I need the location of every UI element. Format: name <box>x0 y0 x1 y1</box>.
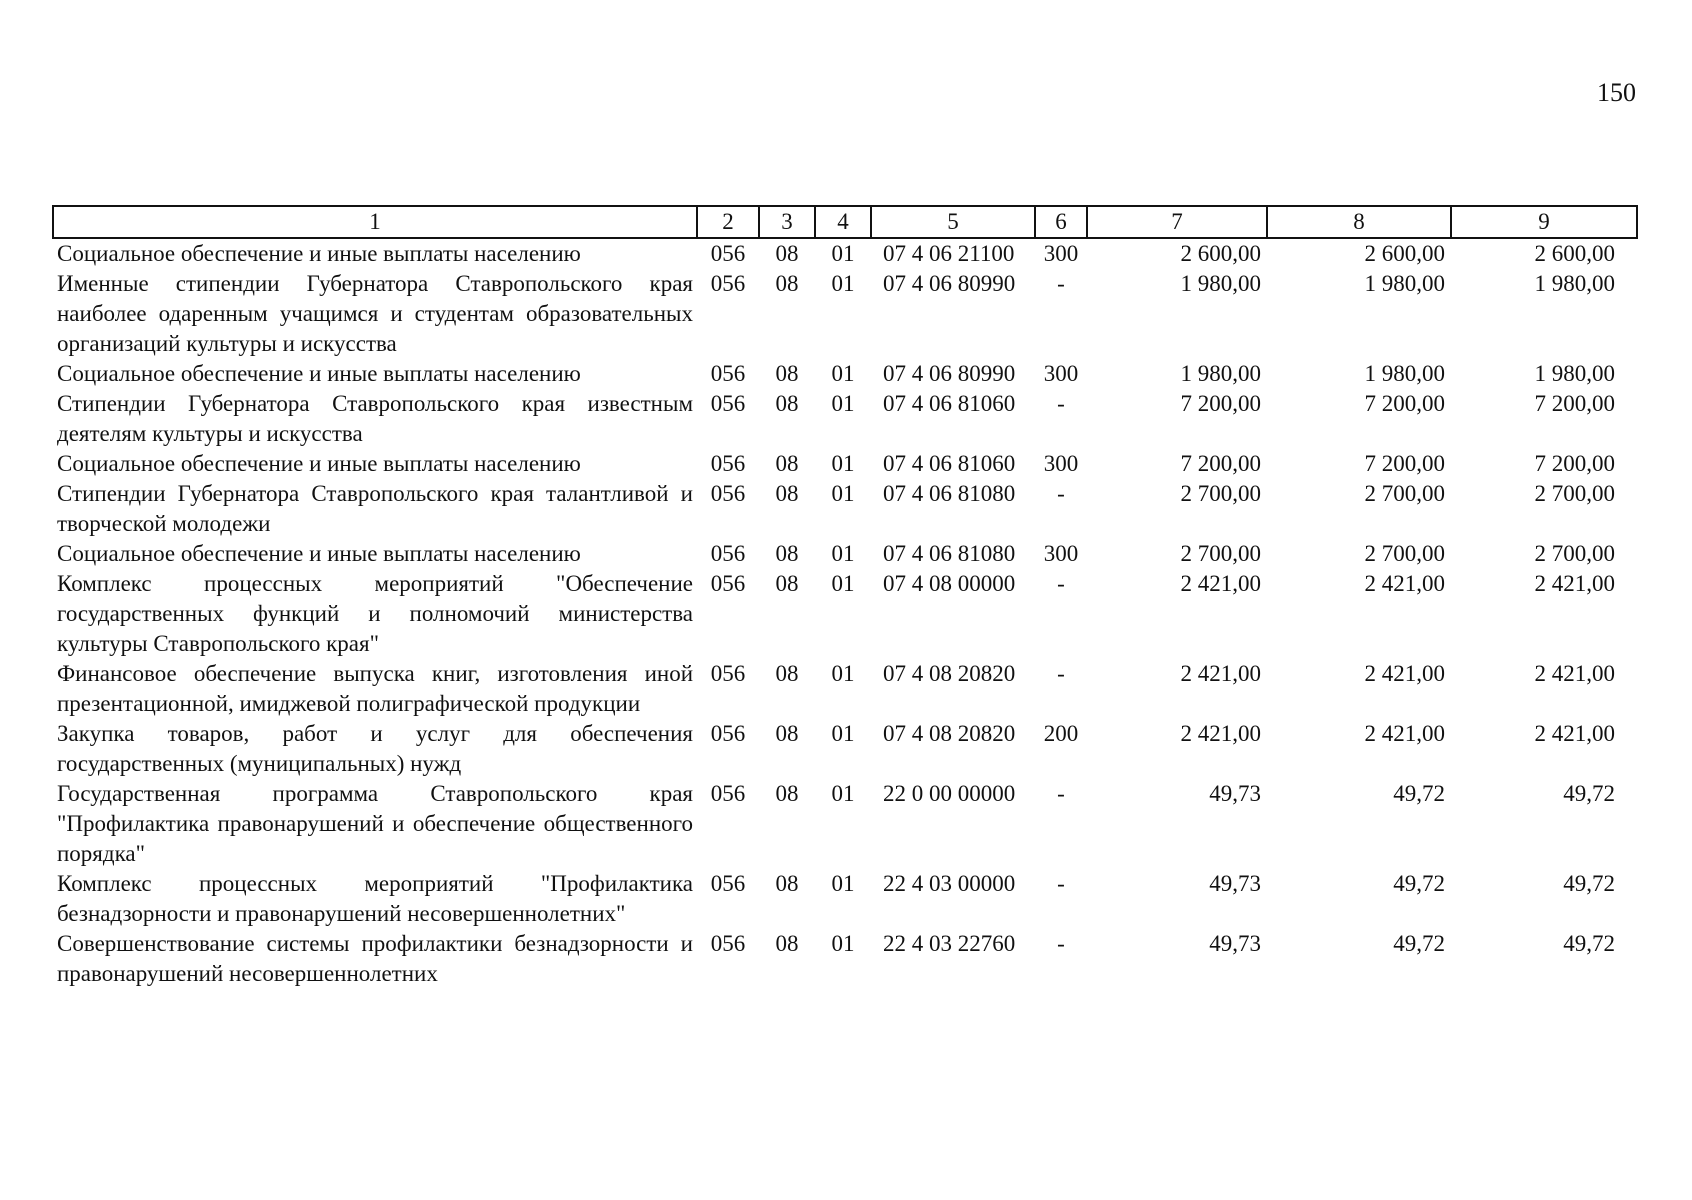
row-amount-col7: 7 200,00 <box>1180 451 1261 476</box>
row-ministry-code: 056 <box>710 481 746 506</box>
header-col-3: 3 <box>759 206 815 238</box>
row-ministry-code: 056 <box>710 871 746 896</box>
table-body <box>53 238 1637 989</box>
row-ministry-code: 056 <box>710 391 746 416</box>
header-row <box>53 206 1637 238</box>
row-amount-col8: 2 700,00 <box>1364 541 1445 566</box>
row-subsection-code: 01 <box>831 391 855 416</box>
row-name: Стипендии Губернатора Ставропольского края талантливой и творческой молодежи <box>57 481 693 536</box>
row-name: Закупка товаров, работ и услуг для обеспечения государственных (муниципальных) нужд <box>57 721 693 776</box>
row-amount-col8: 49,72 <box>1393 931 1445 956</box>
row-expense-type: 300 <box>1043 361 1079 386</box>
row-name: Именные стипендии Губернатора Ставропольского края наиболее одаренным учащимся и студентам образовательных организаций культуры и искусства <box>57 271 693 356</box>
row-subsection-code: 01 <box>831 541 855 566</box>
row-expense-type: 300 <box>1043 451 1079 476</box>
row-subsection-code: 01 <box>831 241 855 266</box>
table-row <box>53 269 1637 359</box>
row-amount-col7: 1 980,00 <box>1180 361 1261 386</box>
row-subsection-code: 01 <box>831 721 855 746</box>
row-target-code: 07 4 06 21100 <box>883 241 1015 266</box>
row-amount-col9: 1 980,00 <box>1534 361 1615 386</box>
table-row <box>53 449 1637 479</box>
row-amount-col9: 2 421,00 <box>1534 571 1615 596</box>
row-amount-col7: 2 600,00 <box>1180 241 1261 266</box>
row-section-code: 08 <box>775 781 799 806</box>
row-expense-type: - <box>1057 571 1065 596</box>
row-target-code: 07 4 08 00000 <box>883 571 1016 596</box>
row-expense-type: - <box>1057 271 1065 296</box>
row-ministry-code: 056 <box>710 781 746 806</box>
row-amount-col8: 2 421,00 <box>1364 721 1445 746</box>
table-row <box>53 659 1637 719</box>
row-expense-type: - <box>1057 481 1065 506</box>
row-section-code: 08 <box>775 361 799 386</box>
row-ministry-code: 056 <box>710 721 746 746</box>
row-amount-col8: 7 200,00 <box>1364 391 1445 416</box>
row-ministry-code: 056 <box>710 271 746 296</box>
row-amount-col8: 49,72 <box>1393 871 1445 896</box>
row-section-code: 08 <box>775 451 799 476</box>
row-ministry-code: 056 <box>710 541 746 566</box>
row-ministry-code: 056 <box>710 661 746 686</box>
row-ministry-code: 056 <box>710 571 746 596</box>
row-name: Социальное обеспечение и иные выплаты населению <box>57 541 581 566</box>
row-amount-col7: 2 421,00 <box>1180 661 1261 686</box>
row-subsection-code: 01 <box>831 361 855 386</box>
header-col-5: 5 <box>871 206 1035 238</box>
row-name: Социальное обеспечение и иные выплаты населению <box>57 241 581 266</box>
table-row <box>53 359 1637 389</box>
row-amount-col9: 2 700,00 <box>1534 541 1615 566</box>
row-amount-col8: 1 980,00 <box>1364 361 1445 386</box>
row-subsection-code: 01 <box>831 871 855 896</box>
row-section-code: 08 <box>775 661 799 686</box>
row-target-code: 22 4 03 22760 <box>883 931 1016 956</box>
row-amount-col9: 2 700,00 <box>1534 481 1615 506</box>
table-row <box>53 869 1637 929</box>
table-row <box>53 719 1637 779</box>
row-amount-col9: 49,72 <box>1563 931 1615 956</box>
row-section-code: 08 <box>775 721 799 746</box>
row-expense-type: - <box>1057 661 1065 686</box>
row-amount-col7: 49,73 <box>1209 931 1261 956</box>
row-amount-col9: 1 980,00 <box>1534 271 1615 296</box>
row-name: Социальное обеспечение и иные выплаты населению <box>57 451 581 476</box>
table-row <box>53 779 1637 869</box>
row-amount-col7: 2 421,00 <box>1180 721 1261 746</box>
row-name: Социальное обеспечение и иные выплаты населению <box>57 361 581 386</box>
row-amount-col7: 2 700,00 <box>1180 541 1261 566</box>
row-ministry-code: 056 <box>710 931 746 956</box>
row-name: Совершенствование системы профилактики безнадзорности и правонарушений несовершеннолетних <box>57 931 693 986</box>
header-col-2: 2 <box>697 206 759 238</box>
row-name: Комплекс процессных мероприятий "Обеспечение государственных функций и полномочий министерства культуры Ставропольского края" <box>57 571 693 656</box>
row-subsection-code: 01 <box>831 271 855 296</box>
row-amount-col8: 2 421,00 <box>1364 571 1445 596</box>
row-ministry-code: 056 <box>710 241 746 266</box>
row-amount-col9: 2 600,00 <box>1534 241 1615 266</box>
row-amount-col7: 7 200,00 <box>1180 391 1261 416</box>
row-expense-type: 300 <box>1043 241 1079 266</box>
row-section-code: 08 <box>775 391 799 416</box>
row-amount-col8: 49,72 <box>1393 781 1445 806</box>
header-col-7: 7 <box>1087 206 1267 238</box>
row-target-code: 07 4 06 81080 <box>883 481 1016 506</box>
budget-table <box>52 205 1638 989</box>
row-target-code: 07 4 06 81060 <box>883 391 1016 416</box>
row-name: Государственная программа Ставропольского края "Профилактика правонарушений и обеспечение общественного порядка" <box>57 781 693 866</box>
row-amount-col9: 7 200,00 <box>1534 451 1615 476</box>
row-section-code: 08 <box>775 241 799 266</box>
page-number: 150 <box>1597 78 1636 107</box>
row-amount-col8: 2 700,00 <box>1364 481 1445 506</box>
row-section-code: 08 <box>775 571 799 596</box>
row-amount-col7: 49,73 <box>1209 871 1261 896</box>
table-row <box>53 929 1637 989</box>
row-target-code: 07 4 06 81080 <box>883 541 1016 566</box>
row-amount-col9: 2 421,00 <box>1534 661 1615 686</box>
row-section-code: 08 <box>775 271 799 296</box>
row-name: Комплекс процессных мероприятий "Профилактика безнадзорности и правонарушений несовершеннолетних" <box>57 871 693 926</box>
row-ministry-code: 056 <box>710 451 746 476</box>
row-amount-col9: 49,72 <box>1563 781 1615 806</box>
header-col-1: 1 <box>53 206 697 238</box>
row-name: Финансовое обеспечение выпуска книг, изготовления иной презентационной, имиджевой полиграфической продукции <box>57 661 693 716</box>
row-expense-type: - <box>1057 871 1065 896</box>
row-amount-col8: 7 200,00 <box>1364 451 1445 476</box>
row-section-code: 08 <box>775 931 799 956</box>
table-header <box>53 206 1637 238</box>
table-row <box>53 238 1637 269</box>
row-subsection-code: 01 <box>831 781 855 806</box>
row-target-code: 07 4 08 20820 <box>883 721 1016 746</box>
row-section-code: 08 <box>775 481 799 506</box>
row-amount-col9: 2 421,00 <box>1534 721 1615 746</box>
row-amount-col8: 1 980,00 <box>1364 271 1445 296</box>
row-target-code: 22 0 00 00000 <box>883 781 1016 806</box>
row-subsection-code: 01 <box>831 481 855 506</box>
header-col-8: 8 <box>1267 206 1451 238</box>
row-subsection-code: 01 <box>831 661 855 686</box>
row-expense-type: - <box>1057 391 1065 416</box>
row-target-code: 07 4 08 20820 <box>883 661 1016 686</box>
row-subsection-code: 01 <box>831 571 855 596</box>
row-target-code: 07 4 06 80990 <box>883 271 1016 296</box>
row-amount-col8: 2 421,00 <box>1364 661 1445 686</box>
row-subsection-code: 01 <box>831 451 855 476</box>
row-amount-col7: 49,73 <box>1209 781 1261 806</box>
row-subsection-code: 01 <box>831 931 855 956</box>
table-row <box>53 569 1637 659</box>
header-col-4: 4 <box>815 206 871 238</box>
row-amount-col9: 7 200,00 <box>1534 391 1615 416</box>
row-amount-col7: 2 421,00 <box>1180 571 1261 596</box>
row-amount-col7: 1 980,00 <box>1180 271 1261 296</box>
row-target-code: 07 4 06 80990 <box>883 361 1016 386</box>
row-amount-col8: 2 600,00 <box>1364 241 1445 266</box>
row-expense-type: - <box>1057 931 1065 956</box>
row-ministry-code: 056 <box>710 361 746 386</box>
row-expense-type: - <box>1057 781 1065 806</box>
row-target-code: 07 4 06 81060 <box>883 451 1016 476</box>
row-amount-col7: 2 700,00 <box>1180 481 1261 506</box>
table-row <box>53 479 1637 539</box>
table-row <box>53 539 1637 569</box>
header-col-6: 6 <box>1035 206 1087 238</box>
row-expense-type: 300 <box>1043 541 1079 566</box>
row-name: Стипендии Губернатора Ставропольского края известным деятелям культуры и искусства <box>57 391 693 446</box>
row-section-code: 08 <box>775 871 799 896</box>
row-target-code: 22 4 03 00000 <box>883 871 1016 896</box>
row-expense-type: 200 <box>1043 721 1079 746</box>
row-section-code: 08 <box>775 541 799 566</box>
header-col-9: 9 <box>1451 206 1637 238</box>
table-row <box>53 389 1637 449</box>
row-amount-col9: 49,72 <box>1563 871 1615 896</box>
